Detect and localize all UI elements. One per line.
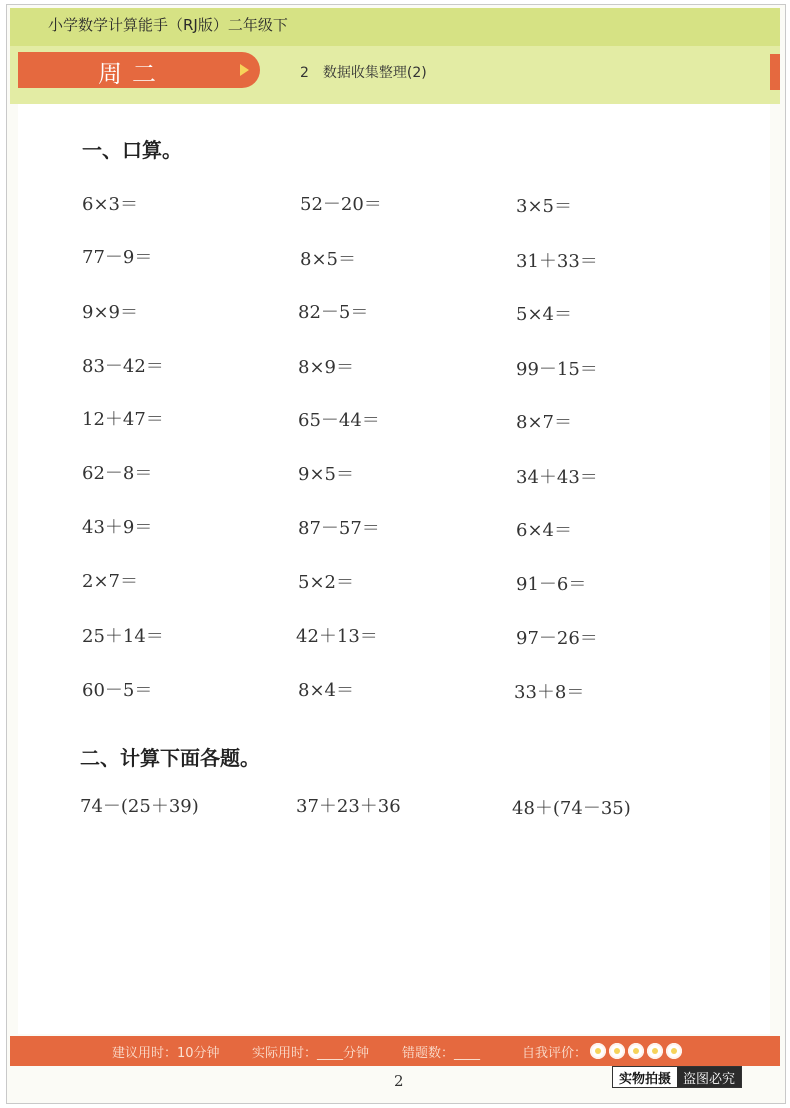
section-heading-calc: 二、计算下面各题。 bbox=[80, 746, 260, 770]
oral-problem: 9×9＝ bbox=[82, 302, 138, 323]
calc-problem: 37＋23＋36 bbox=[296, 796, 401, 817]
oral-problem: 2×7＝ bbox=[82, 571, 138, 592]
rating-flowers bbox=[590, 1043, 685, 1063]
oral-problem: 25＋14＝ bbox=[82, 626, 164, 647]
suggested-time: 建议用时：10分钟 bbox=[112, 1046, 220, 1061]
flower-icon bbox=[590, 1043, 606, 1059]
flower-icon bbox=[609, 1043, 625, 1059]
oral-problem: 62－8＝ bbox=[82, 463, 153, 484]
oral-problem: 77－9＝ bbox=[82, 247, 153, 268]
oral-problem: 31＋33＝ bbox=[516, 251, 598, 272]
oral-problem: 8×5＝ bbox=[300, 249, 356, 270]
oral-problem: 43＋9＝ bbox=[82, 517, 153, 538]
oral-problem: 97－26＝ bbox=[516, 628, 598, 649]
flower-icon bbox=[628, 1043, 644, 1059]
actual-time: 实际用时：____分钟 bbox=[252, 1046, 370, 1061]
oral-problem: 33＋8＝ bbox=[514, 682, 585, 703]
page-number: 2 bbox=[394, 1072, 404, 1090]
arrow-right-icon bbox=[240, 64, 249, 76]
oral-problem: 65－44＝ bbox=[298, 410, 380, 431]
oral-problem: 8×7＝ bbox=[516, 412, 572, 433]
self-evaluation-label: 自我评价： bbox=[522, 1046, 588, 1061]
oral-problem: 8×4＝ bbox=[298, 680, 354, 701]
oral-problem: 60－5＝ bbox=[82, 680, 153, 701]
oral-problem: 83－42＝ bbox=[82, 356, 164, 377]
flower-icon bbox=[666, 1043, 682, 1059]
calc-problem: 74－(25＋39) bbox=[80, 796, 199, 817]
watermark-stamp bbox=[612, 1066, 742, 1088]
edge-marker bbox=[770, 54, 780, 90]
oral-problem: 34＋43＝ bbox=[516, 467, 598, 488]
section-heading-oral: 一、口算。 bbox=[82, 138, 182, 162]
oral-problem: 91－6＝ bbox=[516, 574, 587, 595]
oral-problem: 3×5＝ bbox=[516, 196, 572, 217]
stamp-left: 实物拍摄 bbox=[613, 1067, 677, 1087]
oral-problem: 5×2＝ bbox=[298, 572, 354, 593]
calc-problem: 48＋(74－35) bbox=[512, 798, 631, 819]
error-count: 错题数：____ bbox=[402, 1046, 481, 1061]
stamp-right: 盗图必究 bbox=[677, 1067, 741, 1087]
oral-problem: 5×4＝ bbox=[516, 304, 572, 325]
lesson-title: 2 数据收集整理(2) bbox=[300, 65, 427, 81]
oral-problem: 9×5＝ bbox=[298, 464, 354, 485]
oral-problem: 52－20＝ bbox=[300, 194, 382, 215]
oral-problem: 82－5＝ bbox=[298, 302, 369, 323]
oral-problem: 42＋13＝ bbox=[296, 626, 378, 647]
oral-problem: 12＋47＝ bbox=[82, 409, 164, 430]
oral-problem: 6×3＝ bbox=[82, 194, 138, 215]
oral-problem: 87－57＝ bbox=[298, 518, 380, 539]
day-label: 周二 bbox=[98, 60, 166, 88]
oral-problem: 6×4＝ bbox=[516, 520, 572, 541]
oral-problem: 8×9＝ bbox=[298, 357, 354, 378]
oral-problem: 99－15＝ bbox=[516, 359, 598, 380]
flower-icon bbox=[647, 1043, 663, 1059]
book-title: 小学数学计算能手（RJ版）二年级下 bbox=[48, 16, 288, 34]
